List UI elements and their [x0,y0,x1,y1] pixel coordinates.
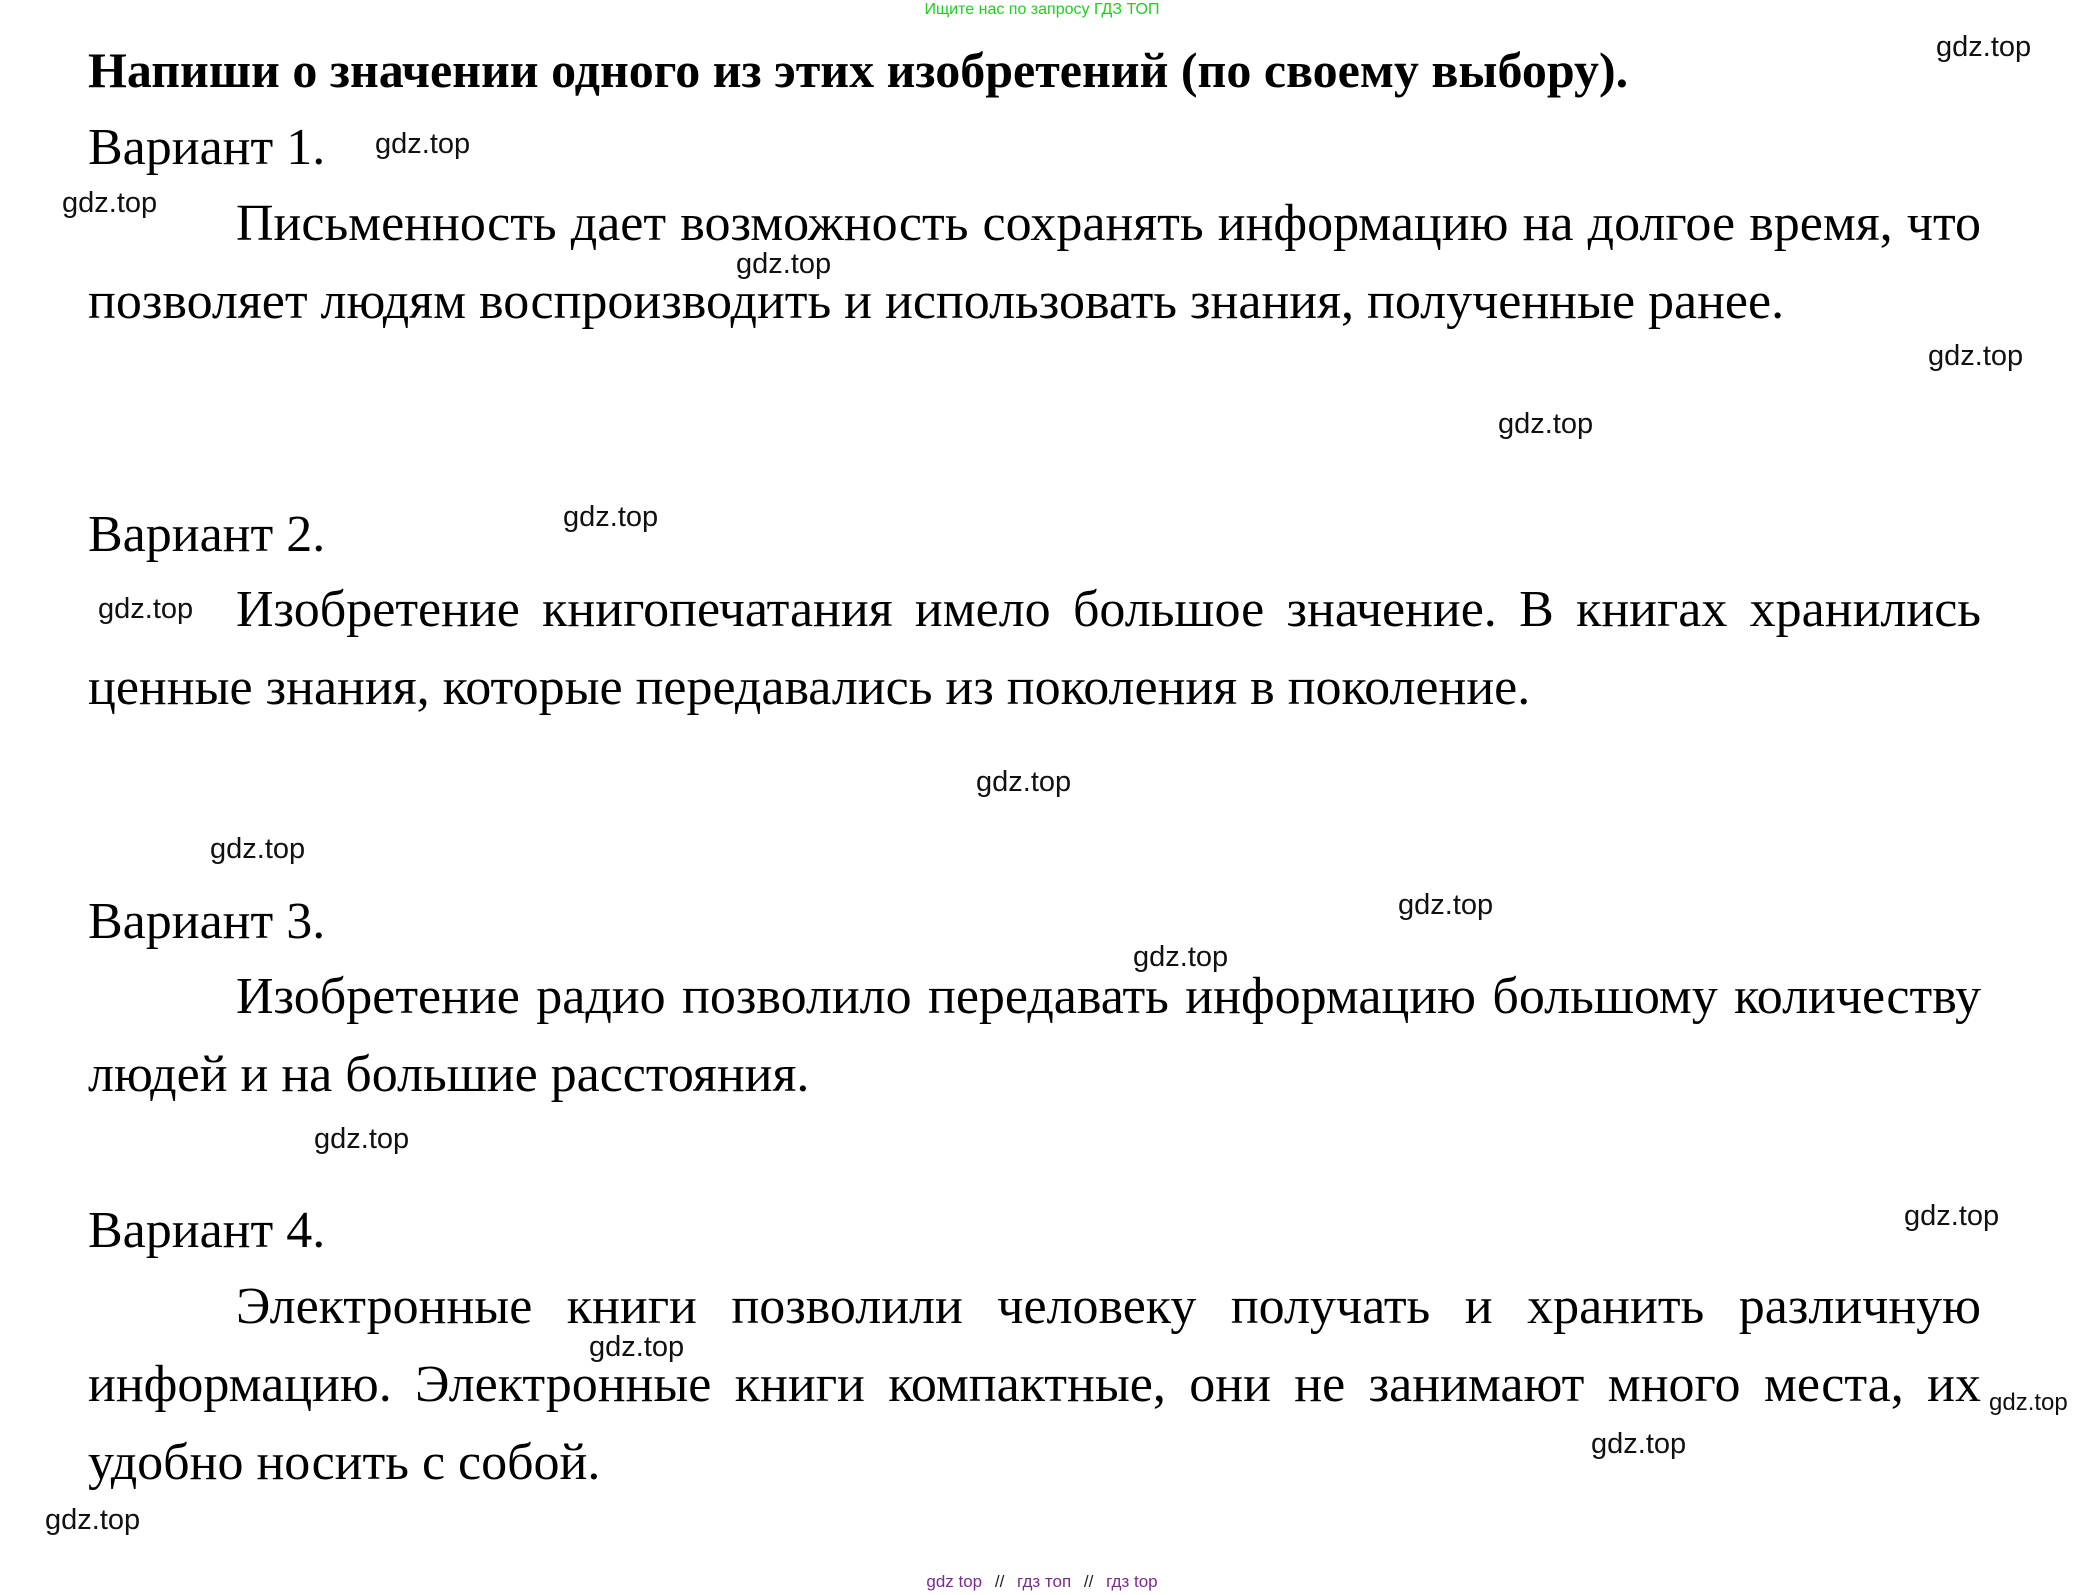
footer-separator: // [994,1572,1005,1591]
variant-2-text: Изобретение книгопечатания имело большое значение. В книгах хранились ценные знания, которые передавались из поколения в поколение. [88,581,1981,716]
watermark: gdz.top [1498,408,1594,440]
footer-link-1[interactable]: gdz top [926,1572,983,1591]
watermark: gdz.top [736,248,832,280]
watermark: gdz.top [375,128,471,160]
variant-1-title: Вариант 1. [88,119,326,176]
watermark: gdz.top [1928,340,2024,372]
variant-2-title: Вариант 2. [88,506,326,563]
watermark: gdz.top [45,1504,141,1536]
footer-link-2[interactable]: гдз топ [1017,1572,1072,1591]
variant-4-text: Электронные книги позволили человеку получать и хранить различную информацию. Электронные книги компактные, они не занимают много места, их удобно носить с собой. [88,1278,1981,1491]
watermark: gdz.top [976,766,1072,798]
top-banner: Ищите нас по запросу ГДЗ ТОП [924,1,1160,18]
variant-3-title: Вариант 3. [88,893,326,950]
watermark: gdz.top [1989,1389,2068,1416]
watermark: gdz.top [98,593,194,625]
watermark: gdz.top [1936,31,2032,63]
footer-separator: // [1083,1572,1094,1591]
watermark: gdz.top [1904,1200,2000,1232]
footer-link-3[interactable]: гдз top [1106,1572,1158,1591]
variant-4-title: Вариант 4. [88,1202,326,1259]
watermark: gdz.top [563,501,659,533]
watermark: gdz.top [210,833,306,865]
watermark: gdz.top [314,1123,410,1155]
watermark: gdz.top [589,1331,685,1363]
variant-3-text: Изобретение радио позволило передавать информацию большому количеству людей и на большие расстояния. [88,968,1981,1103]
variant-1-text: Письменность дает возможность сохранять информацию на долгое время, что позволяет людям воспроизводить и использовать знания, полученные ранее. [88,195,1981,330]
watermark: gdz.top [1398,889,1494,921]
page-title: Напиши о значении одного из этих изобретений (по своему выбору). [88,42,1629,98]
watermark: gdz.top [1591,1428,1687,1460]
watermark: gdz.top [62,187,158,219]
footer [0,1572,2084,1592]
watermark: gdz.top [1133,941,1229,973]
